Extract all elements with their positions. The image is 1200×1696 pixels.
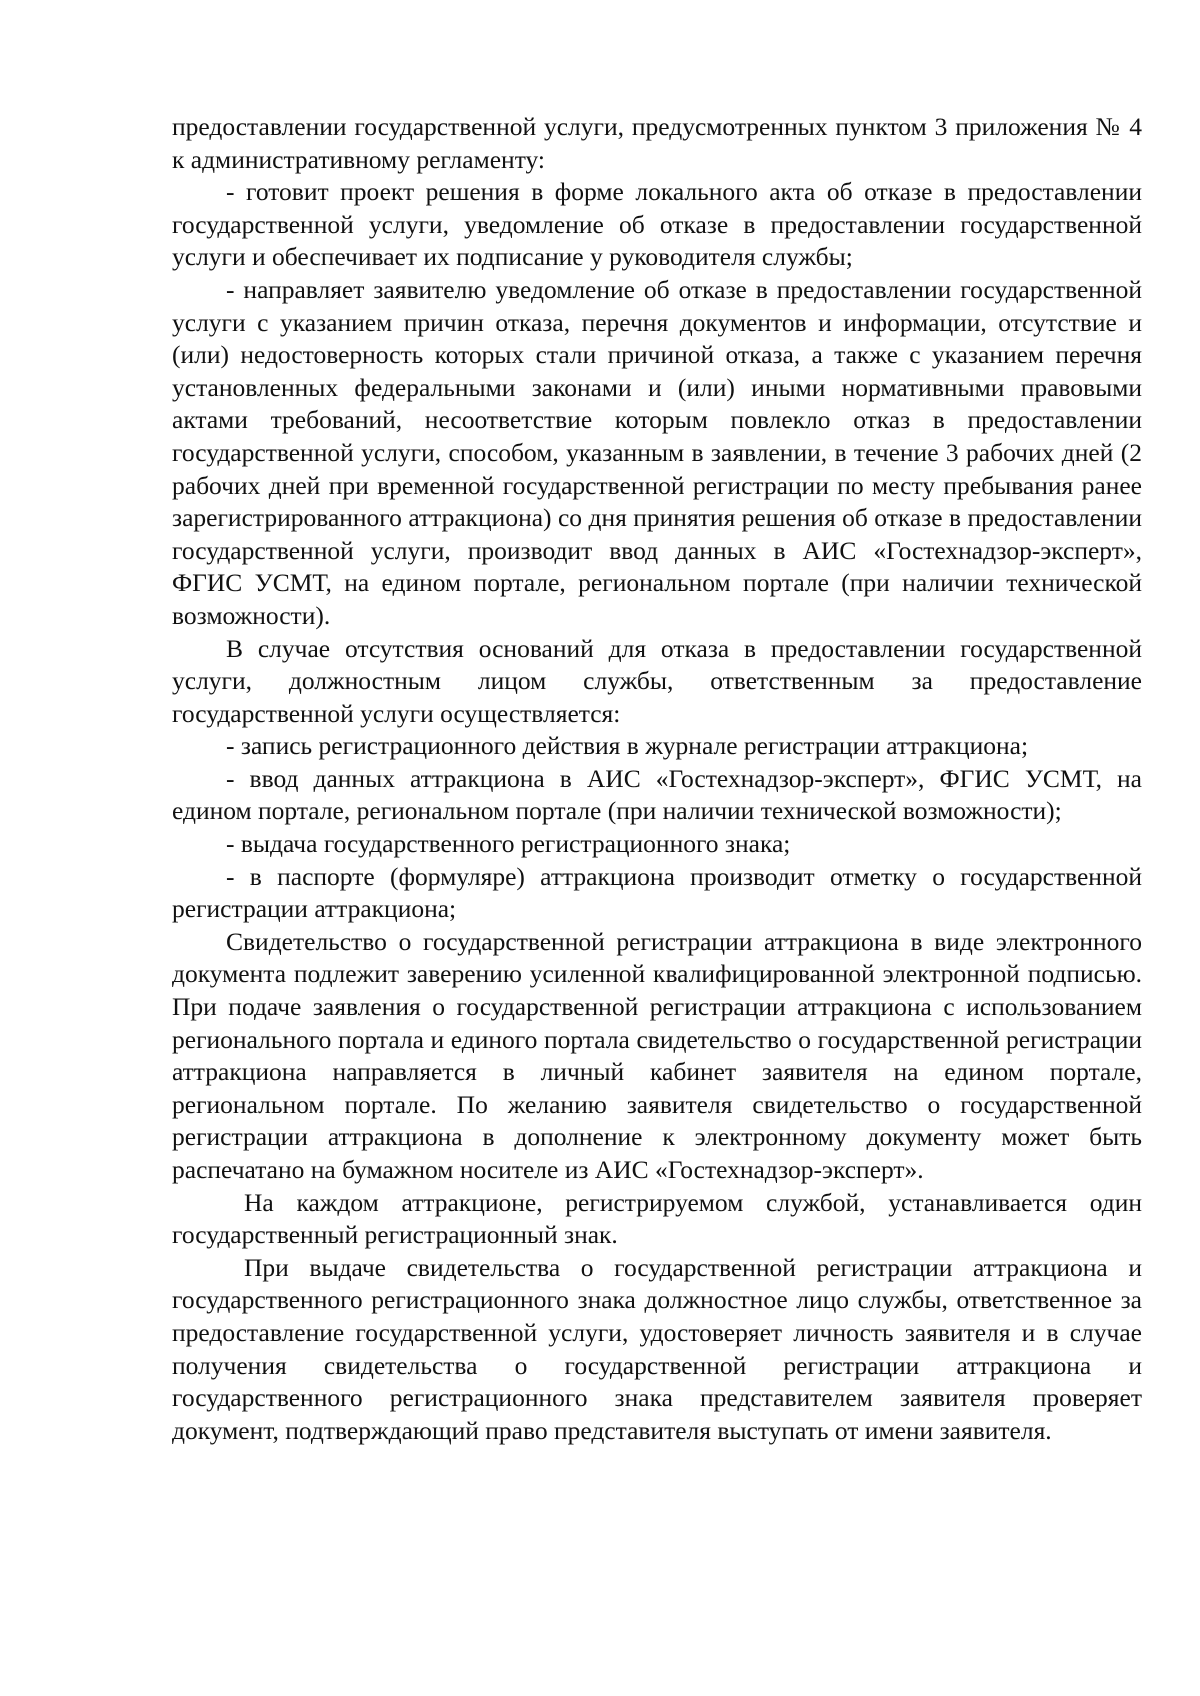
paragraph-7: - выдача государственного регистрационного знака; (226, 829, 791, 859)
paragraph-11: При выдаче свидетельства о государственной регистрации аттракциона и государственного регистрационного знака должностное лицо службы, ответственное за предоставление государственной услуги, удостоверяет личность заявителя и в случае получения свидетельства о государственной регистрации аттракциона и государственного регистрационного знака представителем заявителя проверяет документ, подтверждающий право представителя выступать от имени заявителя. (172, 1252, 1142, 1445)
document-page (172, 111, 1142, 1447)
paragraph-2: - готовит проект решения в форме локального акта об отказе в предоставлении государственной услуги, уведомление об отказе в предоставлении государственной услуги и обеспечивает их подписание у руководителя службы; (172, 177, 1142, 272)
paragraph-5: - запись регистрационного действия в журнале регистрации аттракциона; (226, 731, 1029, 761)
paragraph-4: В случае отсутствия оснований для отказа в предоставлении государственной услуги, должностным лицом службы, ответственным за предоставление государственной услуги осуществляется: (172, 633, 1142, 728)
paragraph-9: Свидетельство о государственной регистрации аттракциона в виде электронного документа подлежит заверению усиленной квалифицированной электронной подписью. При подаче заявления о государственной регистрации аттракциона с использованием регионального портала и единого портала свидетельство о государственной регистрации аттракциона направляется в личный кабинет заявителя на едином портале, региональном портале. По желанию заявителя свидетельство о государственной регистрации аттракциона в дополнение к электронному документу может быть распечатано на бумажном носителе из АИС «Гостехнадзор-эксперт». (172, 926, 1142, 1184)
paragraph-6: - ввод данных аттракциона в АИС «Гостехнадзор-эксперт», ФГИС УСМТ, на едином портале, региональном портале (при наличии технической возможности); (172, 763, 1142, 826)
paragraph-10: На каждом аттракционе, регистрируемом службой, устанавливается один государственный регистрационный знак. (172, 1187, 1142, 1250)
paragraph-8: - в паспорте (формуляре) аттракциона производит отметку о государственной регистрации аттракциона; (172, 861, 1142, 924)
paragraph-1: предоставлении государственной услуги, предусмотренных пунктом 3 приложения № 4 к административному регламенту: (172, 112, 1142, 174)
paragraph-3: - направляет заявителю уведомление об отказе в предоставлении государственной услуги с указанием причин отказа, перечня документов и информации, отсутствие и (или) недостоверность которых стали причиной отказа, а также с указанием перечня установленных федеральными законами и (или) иными нормативными правовыми актами требований, несоответствие которым повлекло отказ в предоставлении государственной услуги, способом, указанным в заявлении, в течение 3 рабочих дней (2 рабочих дней при временной государственной регистрации по месту пребывания ранее зарегистрированного аттракциона) со дня принятия решения об отказе в предоставлении государственной услуги, производит ввод данных в АИС «Гостехнадзор-эксперт», ФГИС УСМТ, на едином портале, региональном портале (при наличии технической возможности). (172, 274, 1142, 630)
